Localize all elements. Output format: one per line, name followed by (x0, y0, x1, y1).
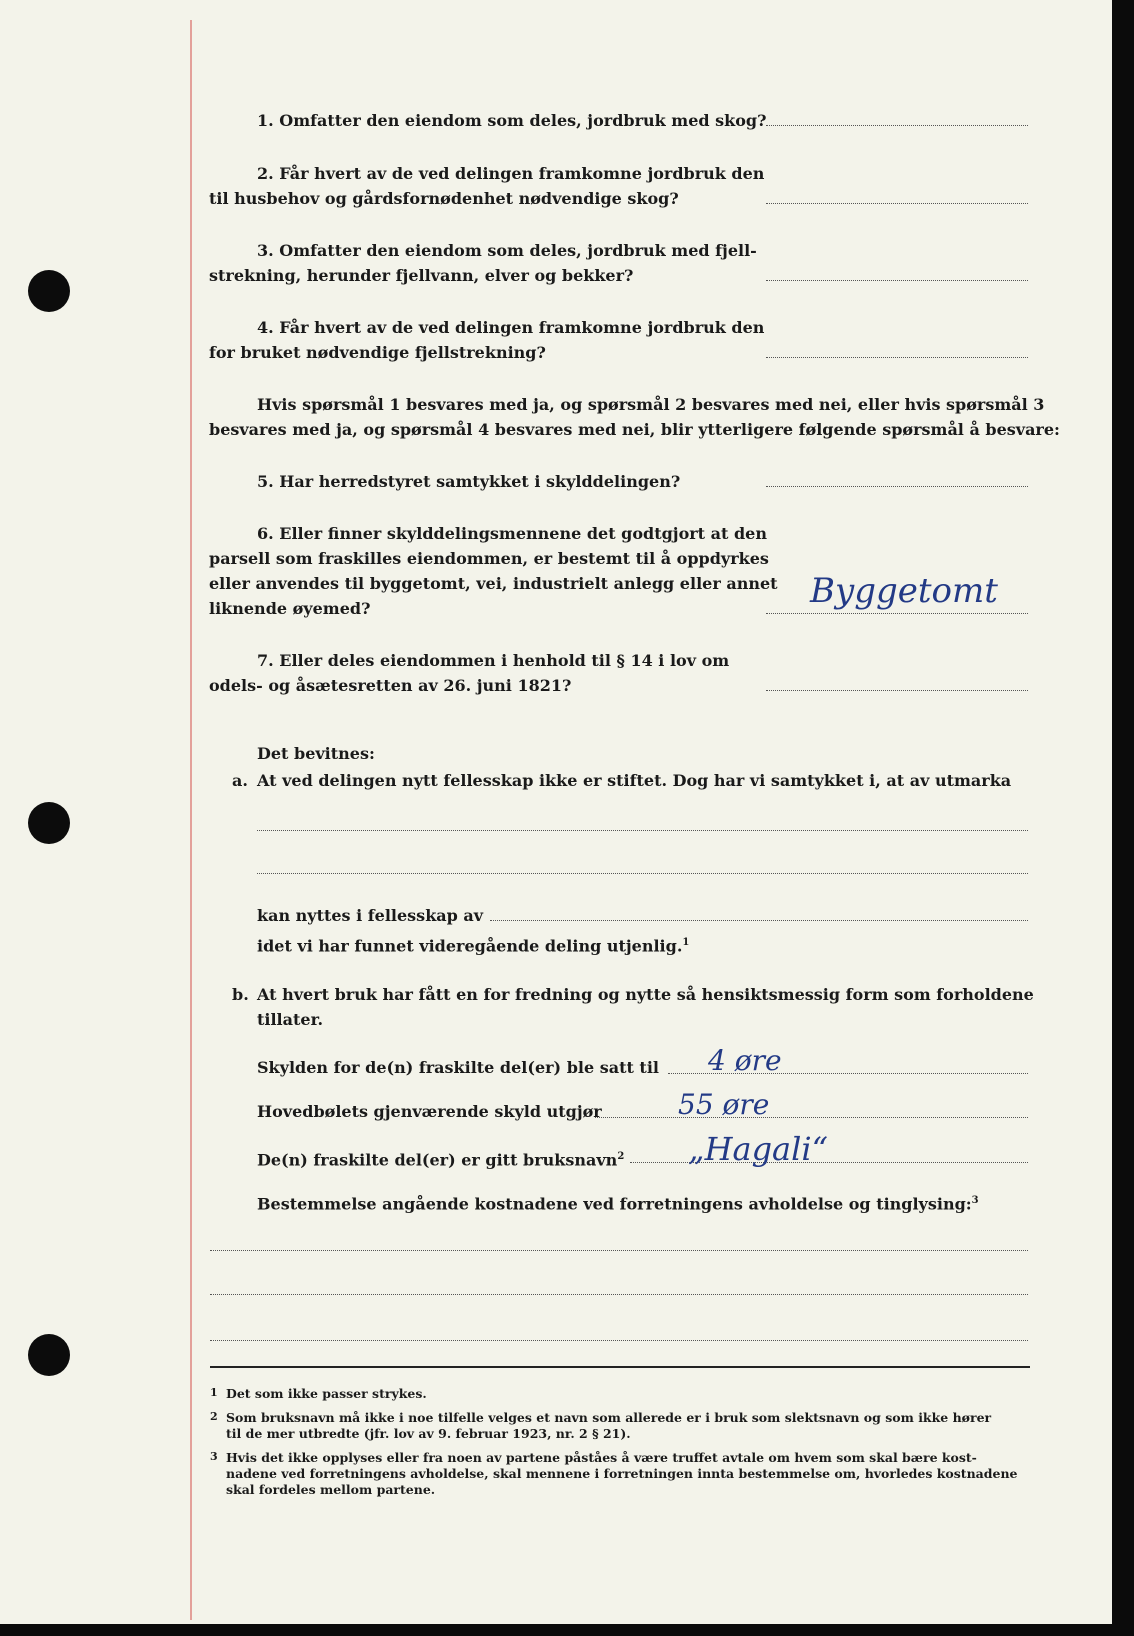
answer-line-3[interactable] (766, 280, 1028, 281)
punch-hole (28, 1334, 70, 1376)
bestemmelse-line[interactable] (210, 1294, 1028, 1295)
answer-line-7[interactable] (766, 690, 1028, 691)
question-7-line: 7. Eller deles eiendommen i henhold til § 14 i lov om (257, 651, 730, 670)
fellesskap-text: kan nyttes i fellesskap av (257, 906, 484, 925)
bruksnavn-value: „Hagali“ (688, 1130, 828, 1168)
utmark-line[interactable] (257, 873, 1028, 874)
footnote-2-number: 2 (210, 1410, 218, 1423)
question-6-line: liknende øyemed? (209, 599, 371, 618)
question-1-line: 1. Omfatter den eiendom som deles, jordbruk med skog? (257, 111, 767, 130)
hovedbol-line[interactable] (595, 1117, 1028, 1118)
instruction-line: besvares med ja, og spørsmål 4 besvares med nei, blir ytterligere følgende spørsmål å besvare: (209, 420, 1060, 439)
punch-hole (28, 802, 70, 844)
footnote-1-text: Det som ikke passer strykes. (226, 1386, 427, 1401)
footnote-3-text: skal fordeles mellom partene. (226, 1482, 436, 1497)
footnote-2-text: Som bruksnavn må ikke i noe tilfelle velges et navn som allerede er i bruk som slektsnavn og som ikke hører (226, 1410, 992, 1425)
footnote-3-text: Hvis det ikke opplyses eller fra noen av partene påståes å være truffet avtale om hvem som skal bære kost- (226, 1450, 977, 1465)
item-b-label: b. (232, 985, 249, 1004)
bevitnes-heading: Det bevitnes: (257, 744, 375, 763)
question-5-line: 5. Har herredstyret samtykket i skylddelingen? (257, 472, 681, 491)
question-2-line: 2. Får hvert av de ved delingen framkomne jordbruk den (257, 164, 765, 183)
bestemmelse-line[interactable] (210, 1250, 1028, 1251)
answer-line-5[interactable] (766, 486, 1028, 487)
question-6-line: parsell som fraskilles eiendommen, er bestemt til å oppdyrkes (209, 549, 769, 568)
margin-line (190, 20, 192, 1620)
answer-line-1[interactable] (766, 125, 1028, 126)
hovedbol-label: Hovedbølets gjenværende skyld utgjør (257, 1102, 602, 1121)
question-4-line: for bruket nødvendige fjellstrekning? (209, 343, 546, 362)
question-7-line: odels- og åsætesretten av 26. juni 1821? (209, 676, 572, 695)
skylden-value: 4 øre (708, 1044, 782, 1077)
item-b-text: At hvert bruk har fått en for fredning og nytte så hensiktsmessig form som forholdene (257, 985, 1034, 1004)
question-6-line: 6. Eller finner skylddelingsmennene det godtgjort at den (257, 524, 767, 543)
question-6-line: eller anvendes til byggetomt, vei, industrielt anlegg eller annet (209, 574, 778, 593)
bestemmelse-label: Bestemmelse angående kostnadene ved forretningens avholdelse og tinglysing:$^3$ (257, 1194, 979, 1214)
footnote-1-number: 1 (210, 1386, 218, 1399)
fellesskap-line[interactable] (490, 920, 1028, 921)
footnote-2-text: til de mer utbredte (jfr. lov av 9. februar 1923, nr. 2 § 21). (226, 1426, 631, 1441)
footnote-separator (210, 1366, 1030, 1368)
punch-hole (28, 270, 70, 312)
handwritten-answer-6: Byggetomt (810, 571, 998, 611)
bestemmelse-line[interactable] (210, 1340, 1028, 1341)
idet-text: idet vi har funnet videregående deling utjenlig.$^1$ (257, 936, 690, 956)
answer-line-4[interactable] (766, 357, 1028, 358)
utmark-line[interactable] (257, 830, 1028, 831)
instruction-line: Hvis spørsmål 1 besvares med ja, og spørsmål 2 besvares med nei, eller hvis spørsmål 3 (257, 395, 1045, 414)
answer-line-2[interactable] (766, 203, 1028, 204)
footnote-3-text: nadene ved forretningens avholdelse, skal mennene i forretningen innta bestemmelse om, hvorledes kostnadene (226, 1466, 1018, 1481)
bruksnavn-label: De(n) fraskilte del(er) er gitt bruksnavn$^2$ (257, 1150, 625, 1170)
question-3-line: strekning, herunder fjellvann, elver og bekker? (209, 266, 634, 285)
item-a-label: a. (232, 771, 248, 790)
footnote-3-number: 3 (210, 1450, 218, 1463)
question-3-line: 3. Omfatter den eiendom som deles, jordbruk med fjell- (257, 241, 757, 260)
answer-line-6[interactable] (766, 613, 1028, 614)
question-2-line: til husbehov og gårdsfornødenhet nødvendige skog? (209, 189, 679, 208)
question-4-line: 4. Får hvert av de ved delingen framkomne jordbruk den (257, 318, 765, 337)
hovedbol-value: 55 øre (678, 1088, 770, 1121)
skylden-label: Skylden for de(n) fraskilte del(er) ble satt til (257, 1058, 659, 1077)
item-b-text: tillater. (257, 1010, 324, 1029)
item-a-text: At ved delingen nytt fellesskap ikke er stiftet. Dog har vi samtykket i, at av utmarka (257, 771, 1012, 790)
